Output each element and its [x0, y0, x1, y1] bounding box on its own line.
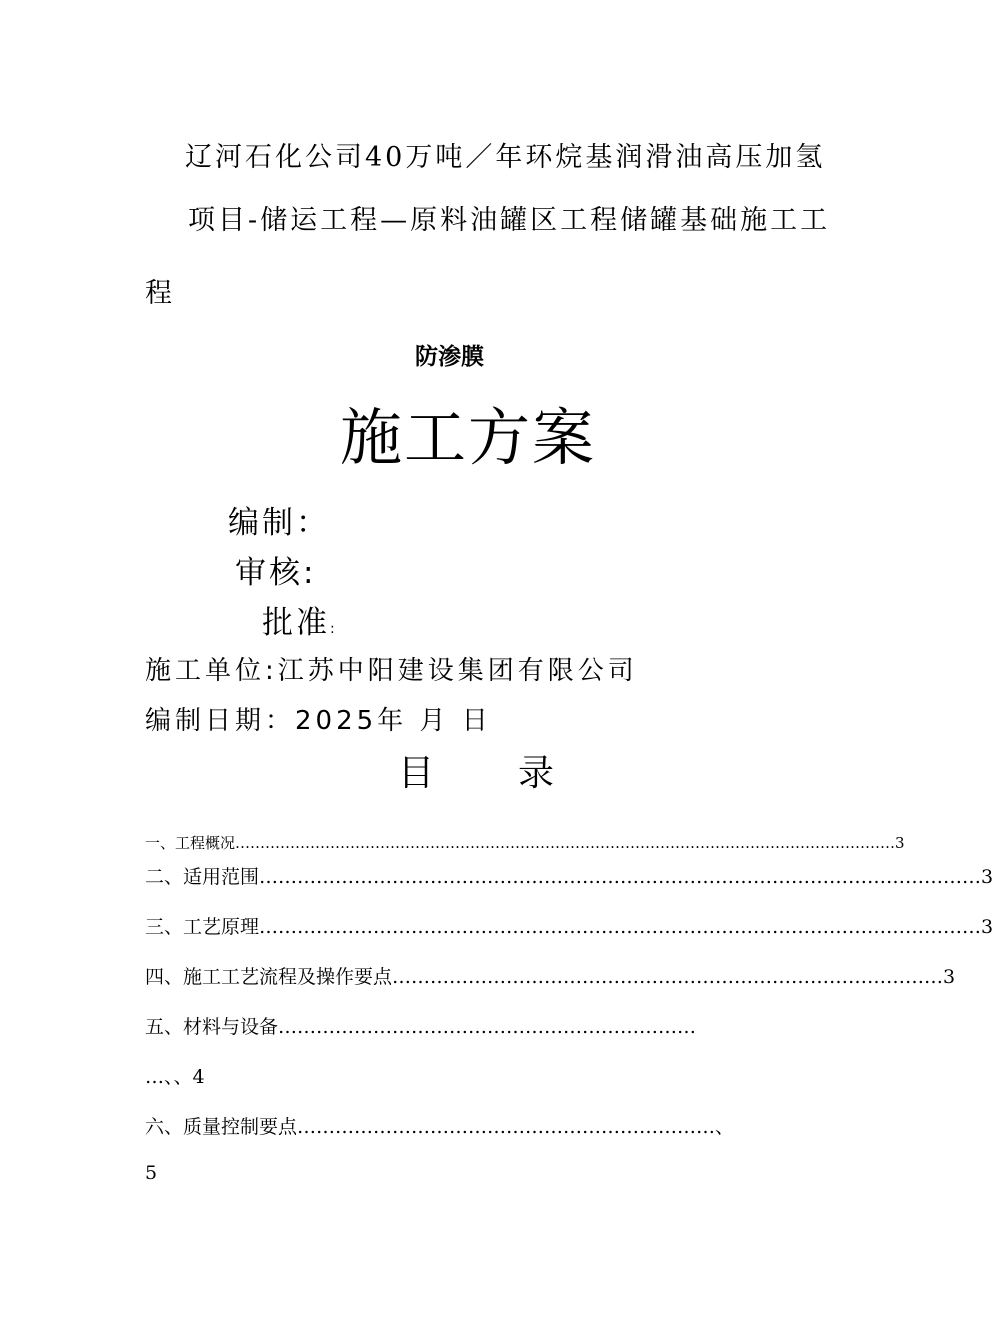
toc-item-3-label: 三、工艺原理 — [145, 916, 260, 938]
toc-item-3[interactable] — [145, 912, 993, 939]
document-main-title: 施工方案 — [340, 401, 597, 474]
toc-item-6-line-2[interactable]: 5 — [145, 1162, 158, 1184]
approve-colon: : — [330, 621, 338, 637]
toc-item-4-page: 3 — [943, 966, 956, 988]
project-title-line-2: 项目-储运工程—原料油罐区工程储罐基础施工工 — [188, 205, 831, 236]
toc-item-2-page: 3 — [981, 866, 993, 888]
toc-item-1-label: 一、工程概况 — [145, 834, 236, 852]
compile-date-line: 编制日期：2025年 月 日 — [145, 706, 492, 736]
toc-item-5-line-2[interactable]: …、、4 — [145, 1066, 205, 1088]
toc-title-right: 录 — [518, 753, 555, 794]
toc-item-1-dots: …………………………………………………………………………………………………………………… — [235, 834, 896, 852]
compile-label: 编制： — [228, 505, 330, 541]
toc-item-2-label: 二、适用范围 — [145, 866, 260, 888]
toc-title-left: 目 — [398, 753, 435, 794]
review-label: 审核: — [235, 555, 317, 591]
construction-unit-line: 施工单位:江苏中阳建设集团有限公司 — [145, 656, 638, 686]
toc-item-3-dots: …………………………………………………………………………………………………… — [259, 916, 982, 938]
toc-item-3-page: 3 — [981, 916, 993, 938]
approve-label — [262, 597, 338, 642]
toc-item-1[interactable] — [145, 832, 905, 853]
project-title-line-1: 辽河石化公司40万吨／年环烷基润滑油高压加氢 — [185, 142, 826, 173]
toc-item-4[interactable] — [145, 962, 956, 989]
toc-item-4-label: 四、施工工艺流程及操作要点 — [145, 966, 393, 988]
toc-item-6-line-1[interactable]: 六、质量控制要点…………………………………………………………、 — [145, 1116, 735, 1138]
approve-text: 批准 — [262, 605, 330, 641]
project-title-line-3: 程 — [145, 278, 175, 309]
toc-item-2-dots: …………………………………………………………………………………………………… — [259, 866, 982, 888]
toc-item-4-dots: …………………………………………………………………………… — [392, 966, 944, 988]
document-subtitle: 防渗膜 — [415, 344, 484, 370]
toc-item-5-line-1[interactable]: 五、材料与设备………………………………………………………… — [145, 1016, 697, 1038]
toc-item-1-page: 3 — [895, 834, 905, 852]
toc-item-2[interactable] — [145, 862, 993, 889]
